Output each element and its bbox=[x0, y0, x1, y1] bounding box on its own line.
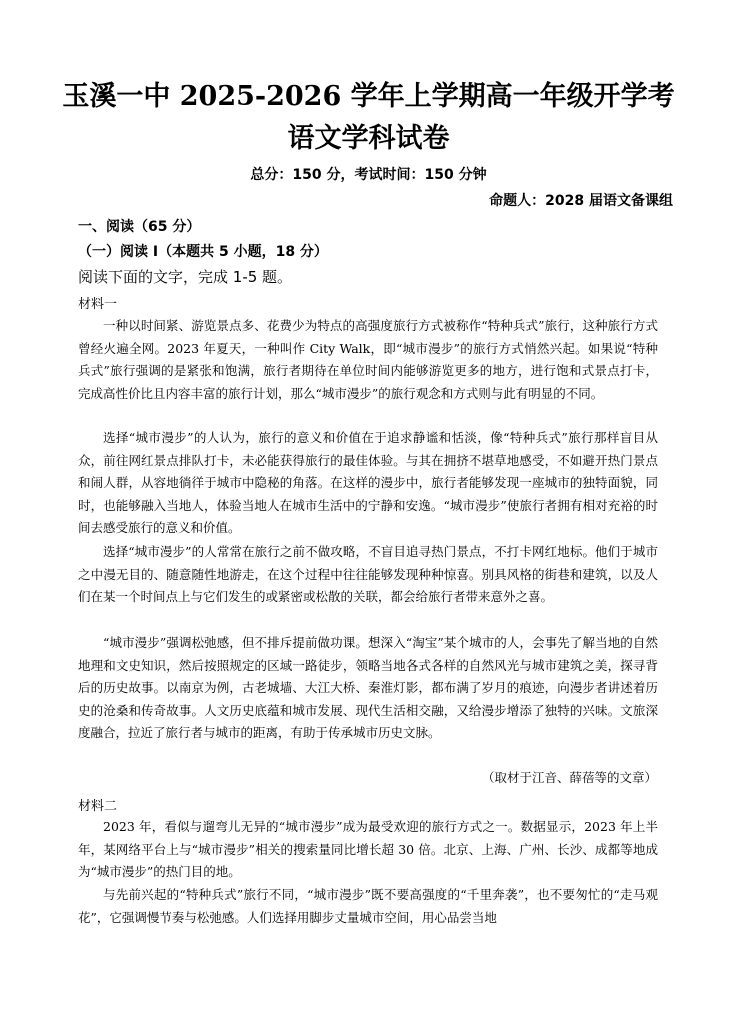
material2-paragraph: 与先前兴起的“特种兵式”旅行不同，“城市漫步”既不要高强度的“千里奔袭”，也不要匆忙的“走马观花”，它强调慢节奏与松弛感。人们选择用脚步丈量城市空间，用心品尝当地 bbox=[78, 887, 658, 925]
exam-title-line2: 语文学科试卷 bbox=[287, 123, 450, 154]
material1-paragraph: 选择“城市漫步”的人认为，旅行的意义和价值在于追求静谧和恬淡，像“特种兵式”旅行那样盲目从众，前往网红景点排队打卡，未必能获得旅行的最佳体验。与其在拥挤不堪草地感受，不如避开热门景点和闹人群，从容地徜徉于城市中隐秘的角落。在这样的漫步中，旅行者能够发现一座城市的独特面貌，同时，也能够融入当地人，体验当地人在城市生活中的宁静和安逸。“城市漫步”使旅行者拥有相对充裕的时间去感受旅行的意义和价值。 bbox=[78, 430, 658, 536]
section-heading: 一、阅读（65 分） bbox=[78, 219, 201, 235]
exam-title-line1: 玉溪一中 2025-2026 学年上学期高一年级开学考 bbox=[62, 81, 675, 112]
reading-instruction: 阅读下面的文字，完成 1-5 题。 bbox=[78, 268, 293, 286]
material2-paragraph: 2023 年，看似与遛弯儿无异的“城市漫步”成为最受欢迎的旅行方式之一。数据显示，2023 年上半年，某网络平台上与“城市漫步”相关的搜索量同比增长超 30 倍。北京、上海、广州、长沙、成都等地成为“城市漫步”的热门目的地。 bbox=[78, 819, 658, 880]
score-time-line: 总分：150 分，考试时间：150 分钟 bbox=[250, 167, 487, 183]
material1-paragraph: 选择“城市漫步”的人常常在旅行之前不做攻略，不盲目追寻热门景点，不打卡网红地标。他们于城市之中漫无目的、随意随性地游走，在这个过程中往往能够发现种种惊喜。别具风格的街巷和建筑，以及人们在某一个时间点上与它们发生的或紧密或松散的关联，都会给旅行者带来意外之喜。 bbox=[78, 544, 658, 605]
author-line: 命题人：2028 届语文备课组 bbox=[489, 193, 673, 209]
material1-paragraph: 一种以时间紧、游览景点多、花费少为特点的高强度旅行方式被称作“特种兵式”旅行，这种旅行方式曾经火遍全网。2023 年夏天，一种叫作 City Walk，即“城市漫步”的旅行方式悄然兴起。如果说“特种兵式”旅行强调的是紧张和饱满，旅行者期待在单位时间内能够游览更多的地方，进行饱和式景点打卡，完成高性价比且内容丰富的旅行计划，那么“城市漫步”的旅行观念和方式则与此有明显的不同。 bbox=[78, 318, 658, 401]
subsection-heading: （一）阅读 I（本题共 5 小题，18 分） bbox=[78, 244, 328, 260]
material1-source: （取材于江音、薛蓓等的文章） bbox=[481, 770, 657, 785]
material1-paragraph: “城市漫步”强调松弛感，但不排斥提前做功课。想深入“淘宝”某个城市的人，会事先了解当地的自然地理和文史知识，然后按照规定的区域一路徒步，领略当地各式各样的自然风光与城市建筑之美，探寻背后的历史故事。以南京为例，古老城墙、大江大桥、秦淮灯影，都布满了岁月的痕迹，向漫步者讲述着历史的沧桑和传奇故事。人文历史底蕴和城市发展、现代生活相交融，又给漫步增添了独特的兴味。文旅深度融合，拉近了旅行者与城市的距离，有助于传承城市历史文脉。 bbox=[78, 635, 658, 741]
material1-label: 材料一 bbox=[78, 297, 118, 312]
material2-label: 材料二 bbox=[78, 799, 118, 814]
